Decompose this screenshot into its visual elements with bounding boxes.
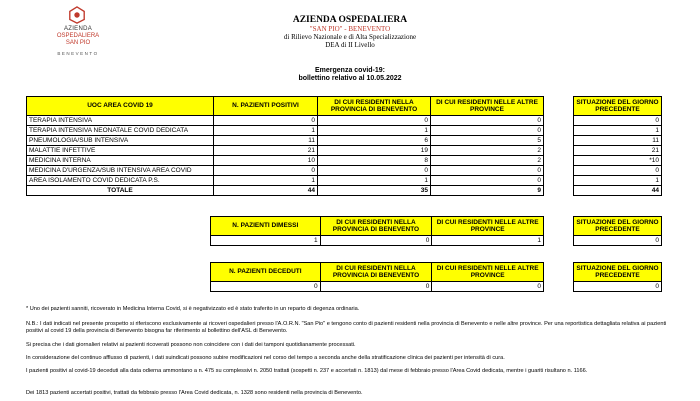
cell-previous: 0 — [574, 236, 662, 246]
cell-altre: 2 — [431, 146, 544, 156]
col-header-altre: DI CUI RESIDENTI NELLE ALTRE PROVINCE — [432, 217, 544, 236]
col-header-previous: SITUAZIONE DEL GIORNO PRECEDENTE — [574, 263, 662, 282]
cell-benevento: 0 — [318, 166, 431, 176]
logo-icon — [68, 6, 86, 24]
cell-altre: 0 — [431, 116, 544, 126]
cell-previous: 11 — [574, 136, 662, 146]
cell-positivi: 1 — [214, 176, 318, 186]
total-label: TOTALE — [27, 186, 214, 196]
dimessi-previous-table — [573, 216, 662, 246]
cell-previous: 1 — [574, 176, 662, 186]
note-accertati: Dei 1813 pazienti accertati positivi, trattati da febbraio presso l'Area Covid dedicata, n. 1328 sono residenti nella provincia di Benevento. — [26, 390, 363, 396]
cell-benevento: 6 — [318, 136, 431, 146]
header-subtitle: "SAN PIO" - BENEVENTO — [309, 25, 391, 33]
header-line-3: di Rilievo Nazionale e di Alta Specializzazione — [283, 33, 417, 41]
cell-deceduti: 0 — [211, 282, 321, 292]
cell-benevento: 8 — [318, 156, 431, 166]
row-label: PNEUMOLOGIA/SUB INTENSIVA — [27, 136, 214, 146]
col-header-altre: DI CUI RESIDENTI NELLE ALTRE PROVINCE — [432, 263, 544, 282]
deceduti-previous-table — [573, 262, 662, 292]
cell-previous: 0 — [574, 166, 662, 176]
total-previous: 44 — [574, 186, 662, 196]
col-header-positivi: N. PAZIENTI POSITIVI — [214, 97, 318, 116]
cell-previous: 21 — [574, 146, 662, 156]
cell-positivi: 11 — [214, 136, 318, 146]
cell-altre: 2 — [431, 156, 544, 166]
logo-line-4: BENEVENTO — [57, 51, 99, 56]
deceduti-table — [210, 262, 544, 292]
cell-previous: *10 — [574, 156, 662, 166]
total-benevento: 35 — [318, 186, 431, 196]
cell-altre: 0 — [431, 166, 544, 176]
table-row — [27, 166, 544, 176]
table-row — [27, 136, 544, 146]
report-date: bollettino relativo al 10.05.2022 — [298, 75, 402, 82]
logo-line-3: SAN PIO — [65, 40, 91, 46]
cell-previous: 0 — [574, 116, 662, 126]
row-label: AREA ISOLAMENTO COVID DEDICATA P.S. — [27, 176, 214, 186]
col-header-deceduti: N. PAZIENTI DECEDUTI — [211, 263, 321, 282]
col-header-altre: DI CUI RESIDENTI NELLE ALTRE PROVINCE — [431, 97, 544, 116]
main-table — [26, 96, 544, 196]
previous-day-table — [573, 96, 662, 196]
note-precisazione: Si precisa che i dati giornalieri relativi ai pazienti ricoverati possono non coincidere con i dati dei tamponi quotidianamente processati. — [26, 342, 356, 348]
cell-positivi: 0 — [214, 166, 318, 176]
cell-altre: 0 — [431, 176, 544, 186]
total-altre: 9 — [431, 186, 544, 196]
logo-line-2: OSPEDALIERA — [56, 33, 100, 39]
dimessi-table — [210, 216, 544, 246]
row-label: TERAPIA INTENSIVA — [27, 116, 214, 126]
col-header-benevento: DI CUI RESIDENTI NELLA PROVINCIA DI BENEVENTO — [318, 97, 431, 116]
cell-benevento: 0 — [318, 116, 431, 126]
cell-benevento: 19 — [318, 146, 431, 156]
row-label: TERAPIA INTENSIVA NEONATALE COVID DEDICATA — [27, 126, 214, 136]
cell-positivi: 0 — [214, 116, 318, 126]
row-label: MEDICINA D'URGENZA/SUB INTENSIVA AREA COVID — [27, 166, 214, 176]
cell-benevento: 1 — [318, 126, 431, 136]
header-title: AZIENDA OSPEDALIERA — [292, 15, 408, 25]
col-header-benevento: DI CUI RESIDENTI NELLA PROVINCIA DI BENEVENTO — [320, 263, 432, 282]
cell-positivi: 10 — [214, 156, 318, 166]
table-row — [27, 176, 544, 186]
table-row — [27, 156, 544, 166]
cell-positivi: 21 — [214, 146, 318, 156]
row-label: MEDICINA INTERNA — [27, 156, 214, 166]
logo-line-1: AZIENDA — [63, 26, 93, 32]
total-row — [27, 186, 544, 196]
col-header-benevento: DI CUI RESIDENTI NELLA PROVINCIA DI BENEVENTO — [320, 217, 432, 236]
cell-benevento: 1 — [318, 176, 431, 186]
report-title: Emergenza covid-19: — [314, 67, 386, 74]
cell-previous: 0 — [574, 282, 662, 292]
cell-benevento: 0 — [320, 236, 432, 246]
cell-altre: 1 — [432, 236, 544, 246]
cell-dimessi: 1 — [211, 236, 321, 246]
cell-positivi: 1 — [214, 126, 318, 136]
cell-altre: 0 — [431, 126, 544, 136]
hospital-logo — [38, 6, 118, 66]
note-afflusso: In considerazione del continuo afflusso di pazienti, i dati suindicati possono subire modificazioni nel corso del tempo a seconda anche della stratificazione clinica dei pazienti per intensità di cura. — [26, 355, 505, 361]
col-header-dimessi: N. PAZIENTI DIMESSI — [211, 217, 321, 236]
col-header-previous: SITUAZIONE DEL GIORNO PRECEDENTE — [574, 217, 662, 236]
note-nb: N.B.: I dati indicati nel presente prospetto si riferiscono esclusivamente ai ricoveri ospedalieri presso l'A.O.R.N. "San Pio" e tengono conto di pazienti residenti nella provincia di Benevento e nelle altre province. Per una reportistica dettagliata relativa ai pazienti positivi al covid 19 della provincia di Benevento bisogna far riferimento al bollettino dell'ASL di Benevento. — [26, 321, 667, 335]
col-header-previous: SITUAZIONE DEL GIORNO PRECEDENTE — [574, 97, 662, 116]
cell-altre: 5 — [431, 136, 544, 146]
cell-benevento: 0 — [320, 282, 432, 292]
header-line-4: DEA di II Livello — [325, 41, 375, 49]
note-asterisk: * Uno dei pazienti sanniti, ricoverato in Medicina Interna Covid, si è negativizzato ed è stato traferito in un reparto di degenza ordinaria. — [26, 306, 360, 312]
row-label: MALATTIE INFETTIVE — [27, 146, 214, 156]
table-row — [27, 116, 544, 126]
note-deceduti: I pazienti positivi al covid-19 deceduti alla data odierna ammontano a n. 475 su complessivi n. 2050 trattati (sospetti n. 237 e accertati n. 1813) dal mese di febbraio presso l'Area Covid dedicata, mentre i guariti risultano n. 1166. — [26, 368, 588, 374]
total-positivi: 44 — [214, 186, 318, 196]
table-row — [27, 146, 544, 156]
table-row — [27, 126, 544, 136]
cell-altre: 0 — [432, 282, 544, 292]
col-header-uoc: UOC AREA COVID 19 — [27, 97, 214, 116]
cell-previous: 1 — [574, 126, 662, 136]
